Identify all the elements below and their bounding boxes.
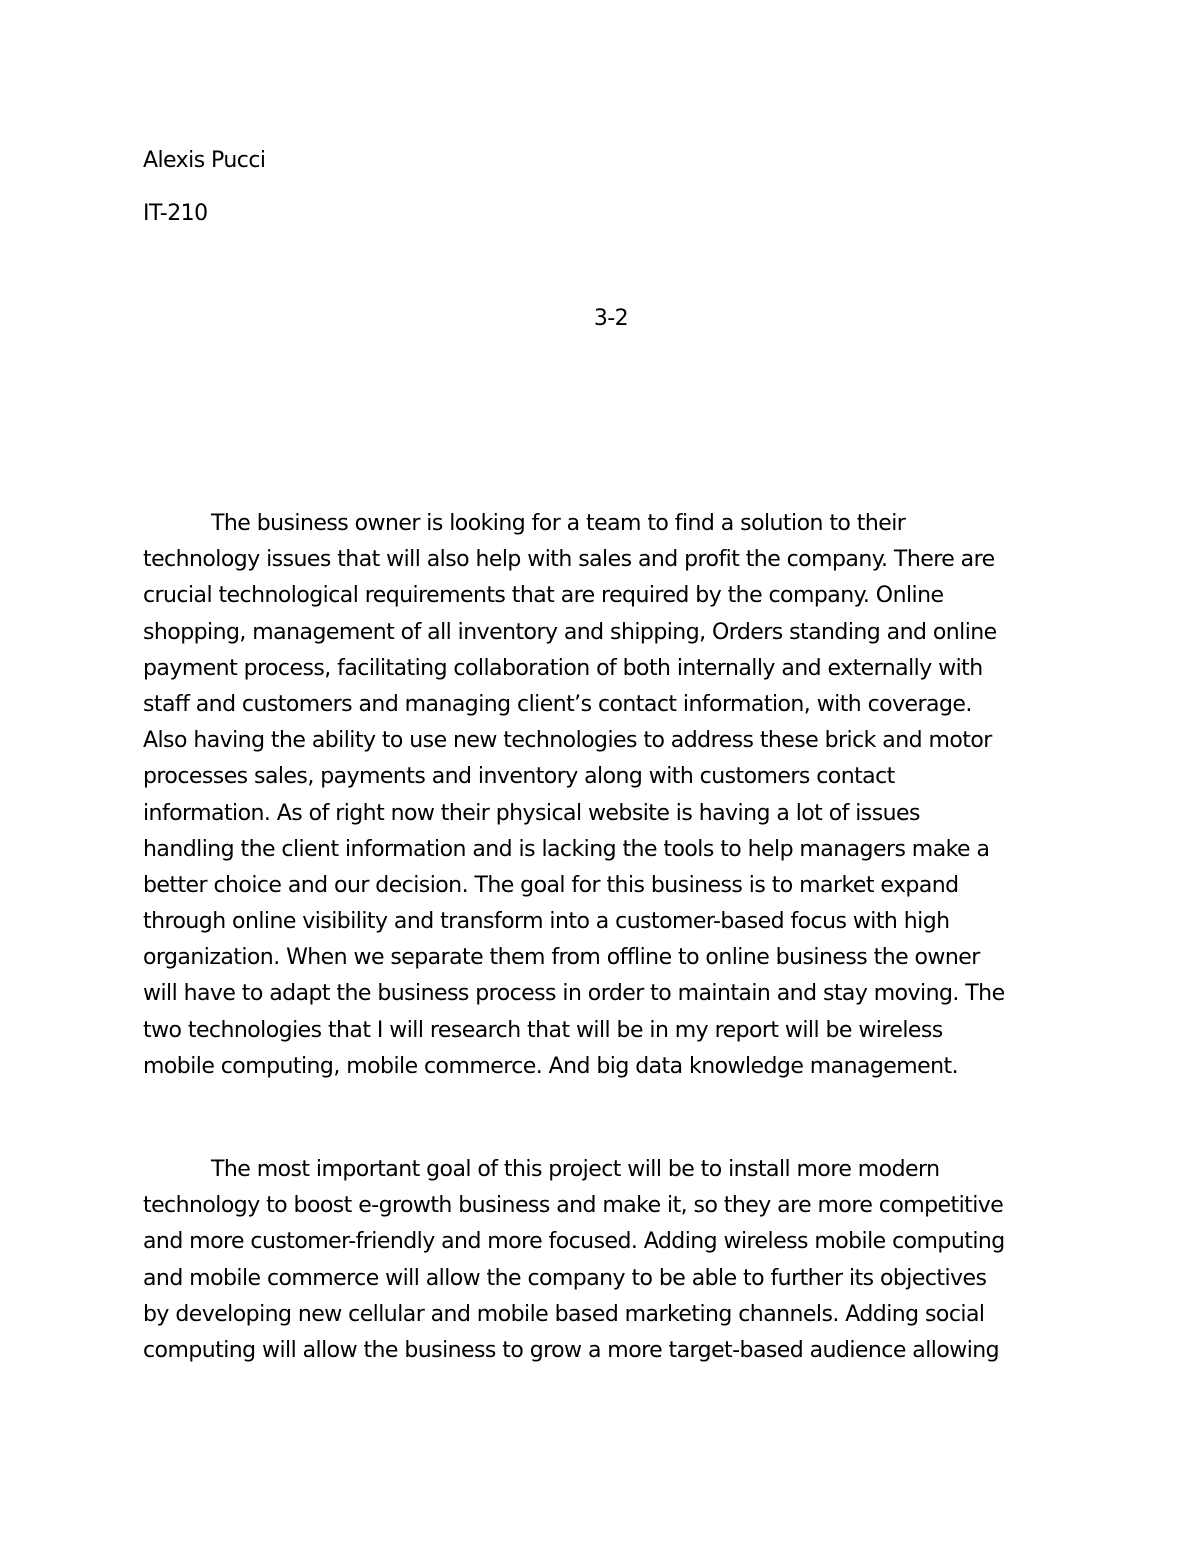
paragraph-1 (143, 512, 1005, 1091)
paragraph-line: mobile computing, mobile commerce. And big data knowledge management. (143, 1053, 959, 1079)
paragraph-line: The most important goal of this project will be to install more modern (211, 1157, 940, 1182)
paragraph-line: two technologies that I will research that will be in my report will be wireless (143, 1017, 943, 1043)
author-name: Alexis Pucci (143, 148, 266, 173)
paragraph-line: by developing new cellular and mobile based marketing channels. Adding social (143, 1301, 985, 1327)
assignment-title: 3-2 (593, 306, 629, 331)
paragraph-line: technology to boost e-growth business and make it, so they are more competitive (143, 1193, 1004, 1219)
paragraph-line: organization. When we separate them from offline to online business the owner (143, 945, 980, 971)
paragraph-line: better choice and our decision. The goal for this business is to market expand (143, 872, 959, 898)
paragraph-line: handling the client information and is lacking the tools to help managers make a (143, 836, 990, 862)
paragraph-line: processes sales, payments and inventory along with customers contact (143, 764, 895, 790)
paragraph-line: The business owner is looking for a team to find a solution to their (211, 511, 906, 536)
paragraph-line: through online visibility and transform into a customer-based focus with high (143, 909, 950, 935)
paragraph-2 (143, 1158, 1005, 1375)
paragraph-line: shopping, management of all inventory and shipping, Orders standing and online (143, 619, 997, 645)
paragraph-line: and mobile commerce will allow the company to be able to further its objectives (143, 1265, 987, 1291)
paragraph-line: and more customer-friendly and more focused. Adding wireless mobile computing (143, 1229, 1005, 1255)
paragraph-line: Also having the ability to use new technologies to address these brick and motor (143, 728, 992, 754)
paragraph-line: payment process, facilitating collaboration of both internally and externally with (143, 655, 983, 681)
paragraph-line: computing will allow the business to grow a more target-based audience allowing (143, 1337, 1000, 1363)
course-code: IT-210 (143, 201, 208, 226)
paragraph-line: technology issues that will also help with sales and profit the company. There are (143, 547, 995, 573)
paragraph-line: information. As of right now their physical website is having a lot of issues (143, 800, 920, 826)
paragraph-line: crucial technological requirements that are required by the company. Online (143, 583, 944, 609)
paragraph-line: staff and customers and managing client’s contact information, with coverage. (143, 691, 972, 717)
paragraph-line: will have to adapt the business process in order to maintain and stay moving. The (143, 981, 1005, 1007)
